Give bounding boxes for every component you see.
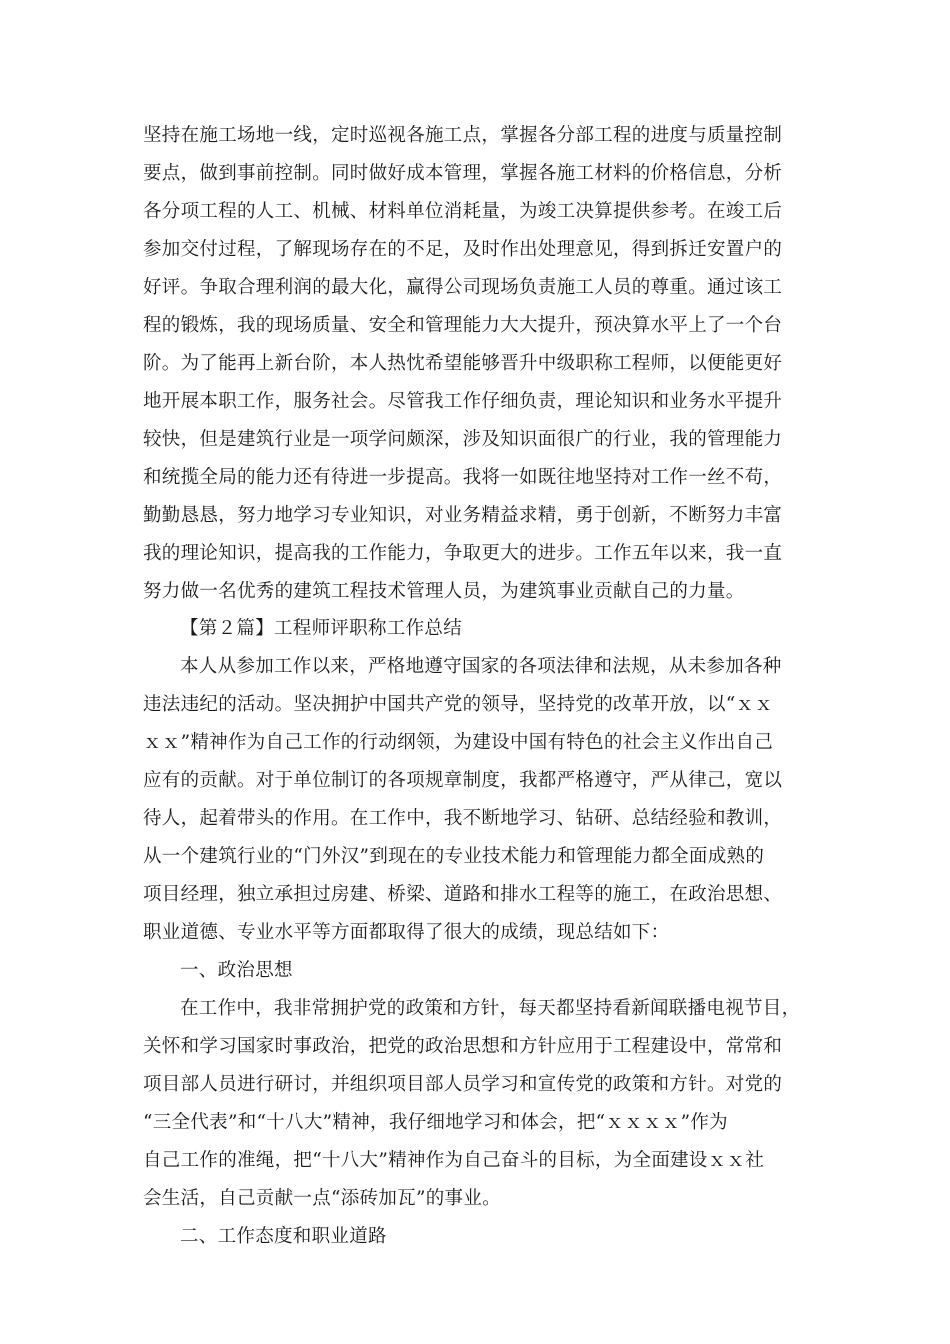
- body-text-line: 自己工作的准绳，把“十八大”精神作为自己奋斗的目标，为全面建设ｘｘ社: [143, 1150, 765, 1171]
- subsection-heading: 二、工作态度和职业道路: [180, 1226, 387, 1247]
- body-text-line: 应有的贡献。对于单位制订的各项规章制度，我都严格遵守，严从律己，宽以: [143, 770, 783, 791]
- body-text-line: 本人从参加工作以来，严格地遵守国家的各项法律和法规，从未参加各种: [180, 656, 782, 677]
- body-text-line: 努力做一名优秀的建筑工程技术管理人员，为建筑事业贡献自己的力量。: [143, 581, 745, 602]
- body-text-line: 职业道德、专业水平等方面都取得了很大的成绩，现总结如下：: [143, 922, 670, 943]
- body-text-line: ｘｘ”精神作为自己工作的行动纲领，为建设中国有特色的社会主义作出自己: [143, 732, 774, 753]
- body-text-line: 勤勤恳恳，努力地学习专业知识，对业务精益求精，勇于创新，不断努力丰富: [143, 505, 783, 526]
- body-text-line: 待人，起着带头的作用。在工作中，我不断地学习、钻研、总结经验和教训，: [143, 808, 783, 829]
- body-text-line: 各分项工程的人工、机械、材料单位消耗量，为竣工决算提供参考。在竣工后: [143, 201, 783, 222]
- body-text-line: 和统揽全局的能力还有待进一步提高。我将一如既往地坚持对工作一丝不苟，: [143, 467, 783, 488]
- body-text-line: 在工作中，我非常拥护党的政策和方针，每天都坚持看新闻联播电视节目，: [180, 998, 801, 1019]
- body-text-line: 程的锻炼，我的现场质量、安全和管理能力大大提升，预决算水平上了一个台: [143, 315, 783, 336]
- body-text-line: 关怀和学习国家时事政治，把党的政治思想和方针应用于工程建设中，常常和: [143, 1036, 783, 1057]
- body-text-line: 项目部人员进行研讨，并组织项目部人员学习和宣传党的政策和方针。对党的: [143, 1074, 783, 1095]
- body-text-line: 阶。为了能再上新台阶，本人热忱希望能够晋升中级职称工程师，以便能更好: [143, 353, 783, 374]
- section-heading: 【第２篇】工程师评职称工作总结: [180, 618, 463, 639]
- body-text-line: “三全代表”和“十八大”精神，我仔细地学习和体会，把“ｘｘｘｘ”作为: [143, 1112, 728, 1133]
- body-text-line: 参加交付过程，了解现场存在的不足，及时作出处理意见，得到拆迁安置户的: [143, 239, 783, 260]
- body-text-line: 地开展本职工作，服务社会。尽管我工作仔细负责，理论知识和业务水平提升: [143, 391, 783, 412]
- subsection-heading: 一、政治思想: [180, 960, 293, 981]
- body-text-line: 从一个建筑行业的“门外汉”到现在的专业技术能力和管理能力都全面成熟的: [143, 846, 765, 867]
- body-text-line: 坚持在施工场地一线，定时巡视各施工点，掌握各分部工程的进度与质量控制: [143, 125, 783, 146]
- body-text-line: 要点，做到事前控制。同时做好成本管理，掌握各施工材料的价格信息，分析: [143, 163, 783, 184]
- body-text-line: 我的理论知识，提高我的工作能力，争取更大的进步。工作五年以来，我一直: [143, 543, 783, 564]
- body-text-line: 项目经理，独立承担过房建、桥梁、道路和排水工程等的施工，在政治思想、: [143, 884, 783, 905]
- body-text-line: 较快，但是建筑行业是一项学问颇深，涉及知识面很广的行业，我的管理能力: [143, 429, 783, 450]
- body-text-line: 违法违纪的活动。坚决拥护中国共产党的领导，坚持党的改革开放，以“ｘｘ: [143, 694, 774, 715]
- body-text-line: 会生活，自己贡献一点“添砖加瓦”的事业。: [143, 1188, 501, 1209]
- body-text-line: 好评。争取合理利润的最大化，赢得公司现场负责施工人员的尊重。通过该工: [143, 277, 783, 298]
